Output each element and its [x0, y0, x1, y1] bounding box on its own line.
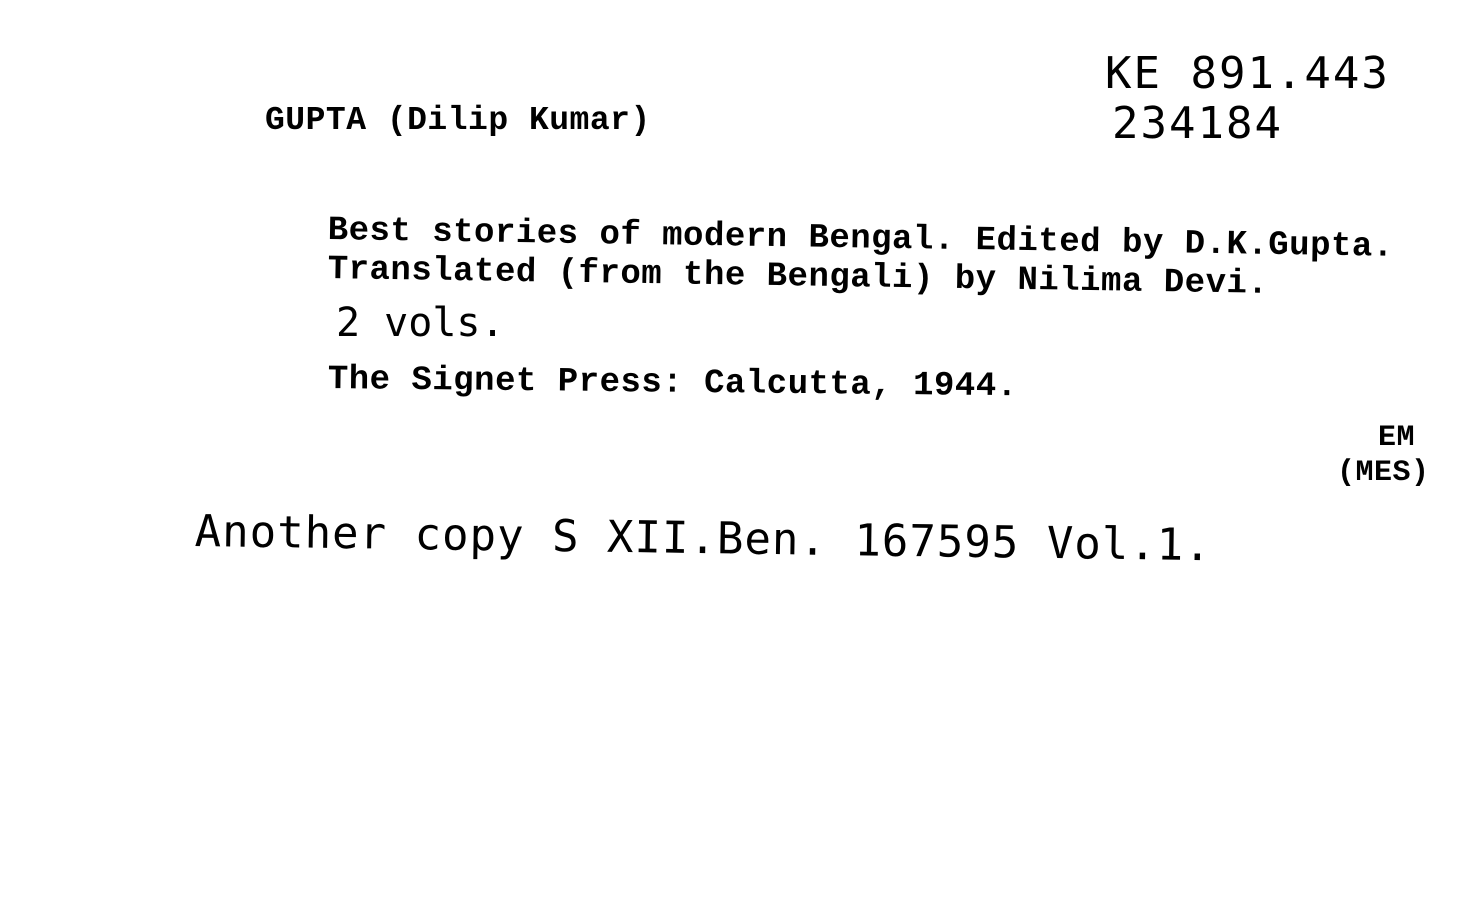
volumes-note: 2 vols.	[336, 300, 505, 346]
title-line: Best stories of modern Bengal. Edited by D.K.Gupta.	[327, 212, 1394, 267]
author-heading: GUPTA (Dilip Kumar)	[265, 102, 651, 139]
translation-line: Translated (from the Bengali) by Nilima Devi.	[327, 251, 1269, 304]
location-subcode: (MES)	[1337, 456, 1430, 490]
another-copy-note: Another copy S XII.Ben. 167595 Vol.1.	[194, 506, 1213, 572]
imprint-line: The Signet Press: Calcutta, 1944.	[327, 361, 1018, 407]
call-number-accession: 234184	[1112, 98, 1283, 149]
call-number-classification: KE 891.443	[1105, 48, 1390, 99]
location-code: EM	[1378, 421, 1416, 455]
